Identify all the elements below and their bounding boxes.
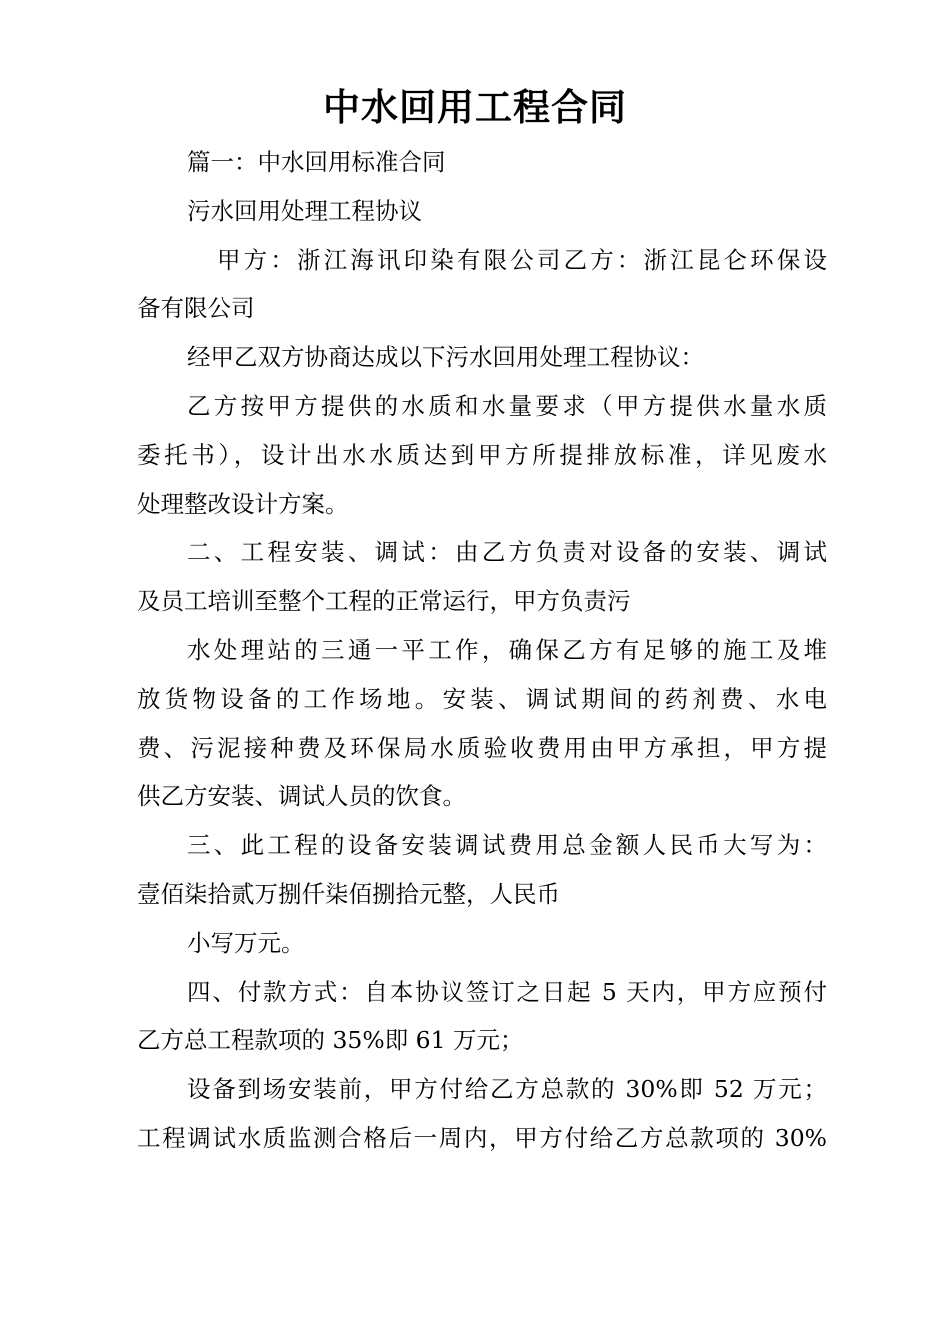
- text-line: 经甲乙双方协商达成以下污水回用处理工程协议：: [187, 343, 704, 372]
- text-line: 壹佰柒拾贰万捌仟柒佰捌拾元整，人民币: [137, 879, 560, 908]
- text-line: 及员工培训至整个工程的正常运行，甲方负责污: [137, 587, 631, 616]
- document-title: 中水回用工程合同: [323, 86, 627, 129]
- text-line: 乙方总工程款项的 35%即 61 万元；: [137, 1026, 524, 1055]
- text-line: 放货物设备的工作场地。安装、调试期间的药剂费、水电: [137, 684, 827, 713]
- text-line: 篇一：中水回用标准合同: [187, 148, 446, 176]
- text-line: 二、工程安装、调试：由乙方负责对设备的安装、调试: [187, 538, 827, 567]
- text-line: 供乙方安装、调试人员的饮食。: [137, 782, 466, 811]
- text-line: 污水回用处理工程协议: [187, 196, 422, 225]
- text-line: 三、此工程的设备安装调试费用总金额人民币大写为：: [187, 831, 827, 860]
- text-line: 费、污泥接种费及环保局水质验收费用由甲方承担，甲方提: [137, 733, 827, 762]
- text-line: 甲方：浙江海讯印染有限公司乙方：浙江昆仑环保设: [217, 245, 827, 274]
- text-line: 乙方按甲方提供的水质和水量要求（甲方提供水量水质: [187, 391, 827, 420]
- document-body: [137, 138, 827, 1163]
- text-line: 设备到场安装前，甲方付给乙方总款的 30%即 52 万元；: [187, 1075, 827, 1104]
- text-line: 备有限公司: [137, 294, 255, 323]
- text-line: 委托书），设计出水水质达到甲方所提排放标准，详见废水: [137, 440, 827, 469]
- text-line: 工程调试水质监测合格后一周内，甲方付给乙方总款项的 30%: [137, 1123, 827, 1152]
- text-line: 处理整改设计方案。: [137, 489, 349, 518]
- text-line: 水处理站的三通一平工作，确保乙方有足够的施工及堆: [187, 635, 827, 664]
- text-line: 四、付款方式：自本协议签订之日起 5 天内，甲方应预付: [187, 977, 827, 1006]
- text-line: 小写万元。: [187, 928, 305, 957]
